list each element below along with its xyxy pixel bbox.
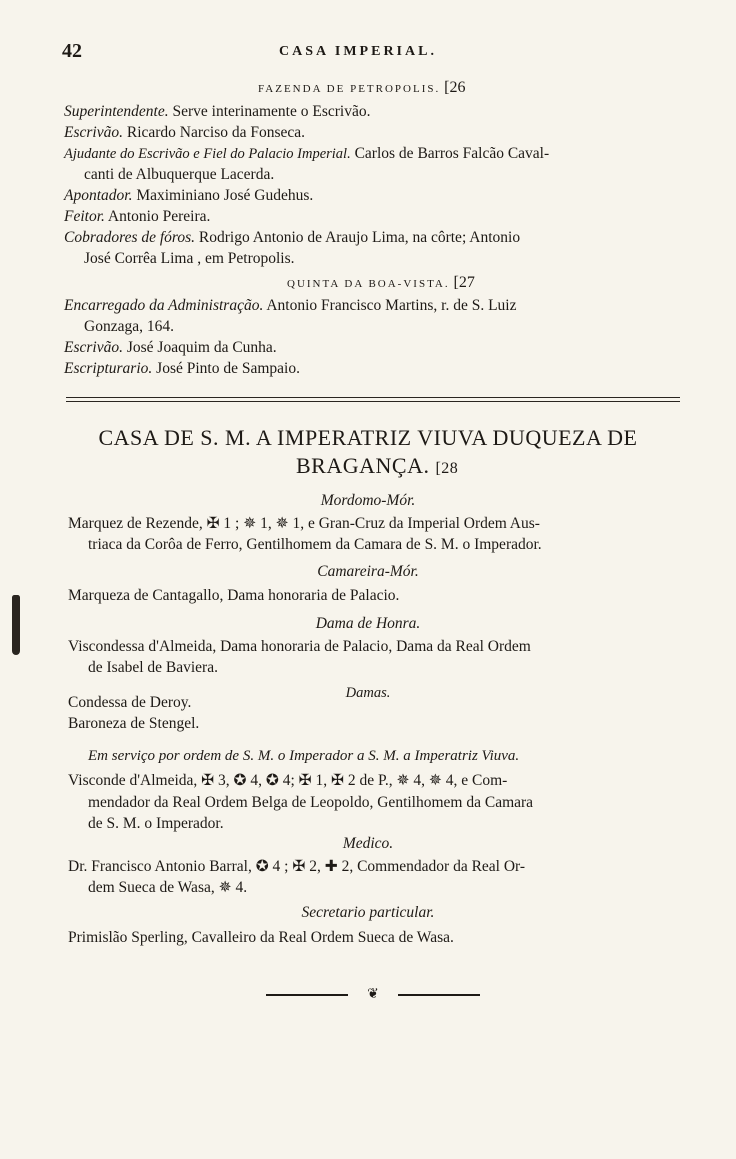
entry-line: Condessa de Deroy. [68,694,192,711]
entry-line: Primislão Sperling, Cavalleiro da Real Ordem Sueca de Wasa. [68,929,454,946]
section-heading-fazenda: FAZENDA DE PETROPOLIS. [26 [258,79,466,96]
role-heading: Secretario particular. [301,904,435,921]
role-heading: Medico. [342,835,394,852]
role-heading: Camareira-Mór. [317,563,419,580]
entry-line: Gonzaga, 164. [84,318,174,335]
role-heading: Mordomo-Mór. [320,492,416,509]
ornament-bar-left [266,994,348,996]
entry-line: mendador da Real Ordem Belga de Leopoldo, Gentilhomem da Camara [88,794,534,811]
entry-line: Marquez de Rezende, ✠ 1 ; ✵ 1, ✵ 1, e Gran-Cruz da Imperial Ordem Aus- [68,515,540,532]
margin-ink-mark [12,595,20,655]
entry-line: Viscondessa d'Almeida, Dama honoraria de Palacio, Dama da Real Ordem [68,638,531,655]
ornament-bar-right [398,994,480,996]
role-heading: Em serviço por ordem de S. M. o Imperador a S. M. a Imperatriz Viuva. [88,748,520,764]
entry-line: Dr. Francisco Antonio Barral, ✪ 4 ; ✠ 2, ✚ 2, Commendador da Real Or- [68,858,526,875]
end-ornament [266,985,480,1005]
entry-line: Marqueza de Cantagallo, Dama honoraria de Palacio. [68,587,400,604]
entry-line: canti de Albuquerque Lacerda. [84,166,275,183]
running-title: CASA IMPERIAL. [279,44,437,59]
fleuron-icon: ❦ [367,987,379,1002]
entry-line: de Isabel de Baviera. [88,659,218,676]
divider-rule [66,401,680,402]
entry-line: Ajudante do Escrivão e Fiel do Palacio Imperial. Carlos de Barros Falcão Caval- [64,145,550,162]
page-header [38,40,678,64]
entry-line: Escrivão. José Joaquim da Cunha. [64,339,277,356]
page-number: 42 [62,40,82,62]
section-heading-quinta: QUINTA DA BOA-VISTA. [27 [287,274,475,291]
entry-line: triaca da Corôa de Ferro, Gentilhomem da Camara de S. M. o Imperador. [88,536,542,553]
entry-line: Baroneza de Stengel. [68,715,200,732]
role-heading: Damas. [345,685,391,701]
entry-line: Feitor. Antonio Pereira. [64,208,211,225]
section-ref: [28 [435,460,459,477]
entry-line: dem Sueca de Wasa, ✵ 4. [88,879,248,896]
entry-line: José Corrêa Lima , em Petropolis. [84,250,295,267]
entry-line: de S. M. o Imperador. [88,815,224,832]
entry-line: Cobradores de fóros. Rodrigo Antonio de Araujo Lima, na côrte; Antonio [64,229,521,246]
entry-line: Apontador. Maximiniano José Gudehus. [64,187,314,204]
entry-line: Encarregado da Administração. Antonio Francisco Martins, r. de S. Luiz [64,297,517,314]
divider-rule [66,397,680,398]
section-title: CASA DE S. M. A IMPERATRIZ VIUVA DUQUEZA DE [98,425,638,450]
section-ref: [26 [444,79,466,96]
entry-line: Superintendente. Serve interinamente o Escrivão. [64,103,371,120]
section-ref: [27 [453,274,475,291]
entry-line: Escripturario. José Pinto de Sampaio. [64,360,300,377]
role-heading: Dama de Honra. [315,615,421,632]
section-title-line2: BRAGANÇA. [28 [296,453,459,478]
entry-line: Visconde d'Almeida, ✠ 3, ✪ 4, ✪ 4; ✠ 1, ✠ 2 de P., ✵ 4, ✵ 4, e Com- [68,772,508,789]
entry-line: Escrivão. Ricardo Narciso da Fonseca. [64,124,306,141]
